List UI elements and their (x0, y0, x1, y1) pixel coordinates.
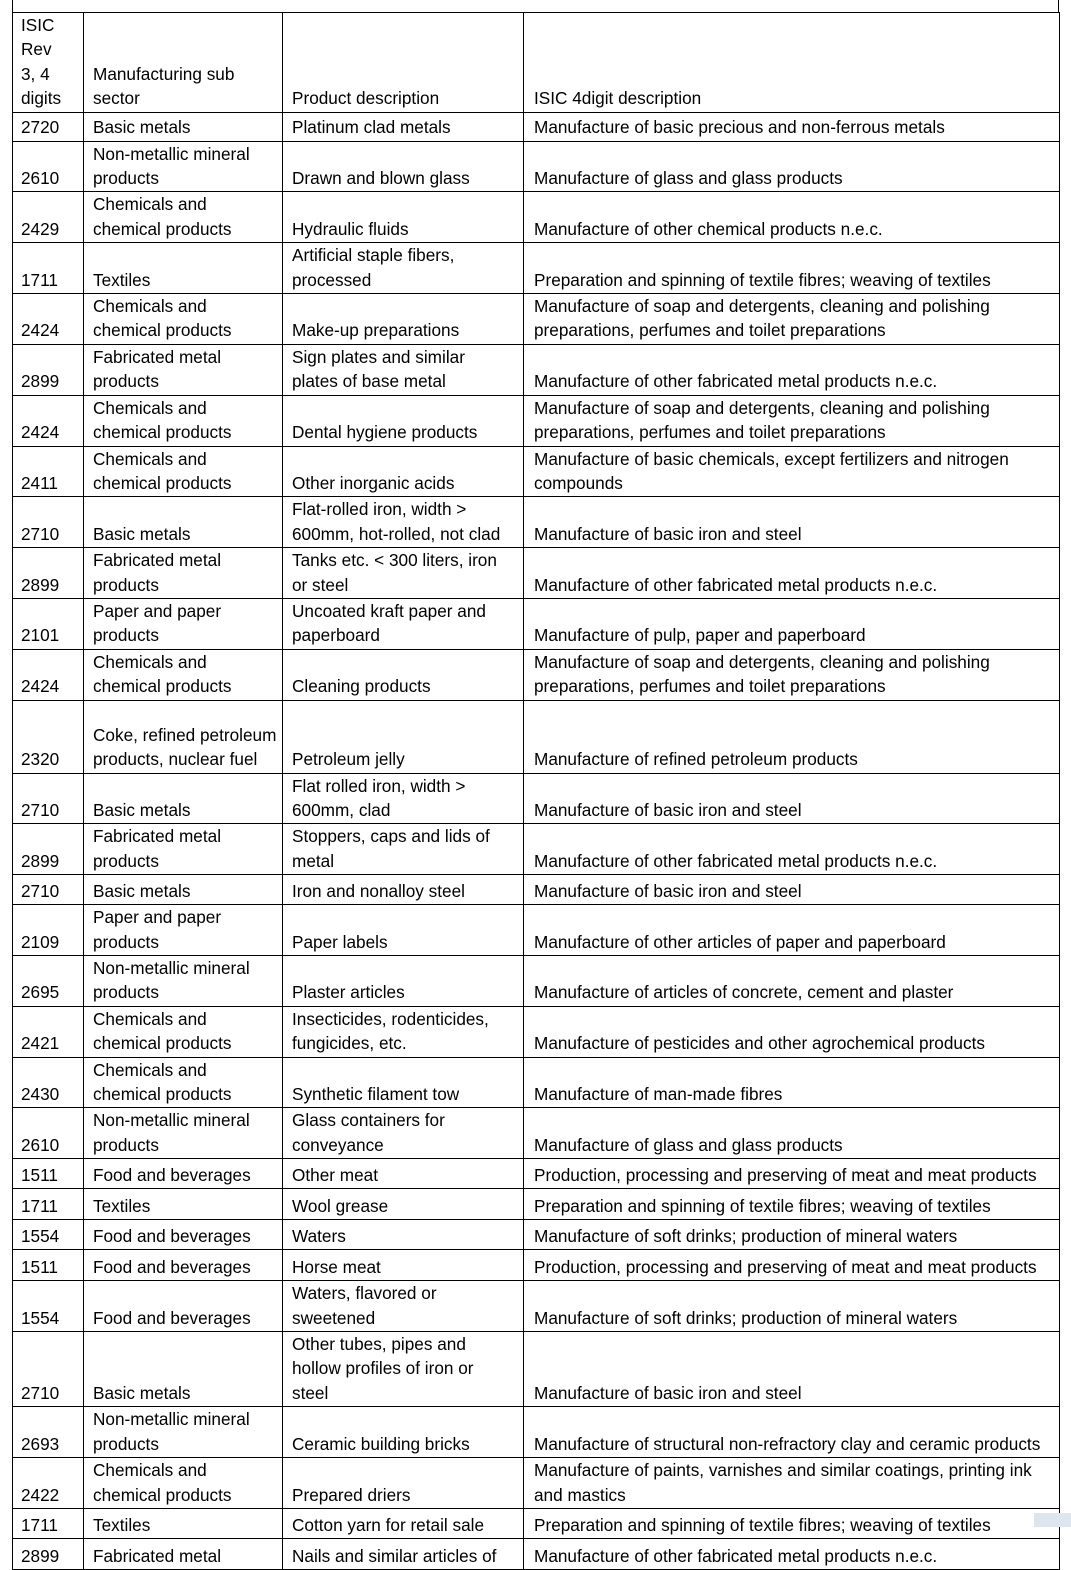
cell-product-description: Glass containers for conveyance (283, 1108, 524, 1159)
cell-isic-code: 2899 (13, 1538, 84, 1569)
cell-isic-description: Manufacture of soft drinks; production of mineral waters (524, 1281, 1060, 1332)
cell-manufacturing-sector: Food and beverages (84, 1250, 283, 1281)
cell-product-description: Platinum clad metals (283, 112, 524, 141)
table-row (13, 446, 1060, 497)
cell-isic-code: 2899 (13, 344, 84, 395)
cell-isic-code: 2424 (13, 395, 84, 446)
table-row (13, 1281, 1060, 1332)
table-row (13, 649, 1060, 700)
cell-product-description: Other inorganic acids (283, 446, 524, 497)
table-row (13, 1538, 1060, 1569)
cell-manufacturing-sector: Non-metallic mineral products (84, 1407, 283, 1458)
cell-isic-description: Manufacture of soap and detergents, cleaning and polishing preparations, perfumes and toilet preparations (524, 395, 1060, 446)
header-manufacturing-sector-text: Manufacturing sub sector (93, 63, 235, 109)
cell-isic-code: 2424 (13, 649, 84, 700)
cell-manufacturing-sector: Textiles (84, 243, 283, 294)
cell-manufacturing-sector: Food and beverages (84, 1220, 283, 1250)
cell-isic-description: Manufacture of soap and detergents, cleaning and polishing preparations, perfumes and toilet preparations (524, 294, 1060, 345)
cell-product-description: Synthetic filament tow (283, 1057, 524, 1108)
cell-isic-description: Manufacture of paints, varnishes and similar coatings, printing ink and mastics (524, 1458, 1060, 1509)
cell-manufacturing-sector: Fabricated metal products (84, 824, 283, 875)
cell-isic-description: Manufacture of basic iron and steel (524, 875, 1060, 905)
cell-manufacturing-sector: Food and beverages (84, 1159, 283, 1189)
cell-product-description: Sign plates and similar plates of base metal (283, 344, 524, 395)
cell-isic-code: 2710 (13, 497, 84, 548)
cell-manufacturing-sector: Basic metals (84, 1332, 283, 1407)
cell-isic-description: Manufacture of basic precious and non-ferrous metals (524, 112, 1060, 141)
cell-isic-code: 2422 (13, 1458, 84, 1509)
cell-isic-description: Manufacture of basic iron and steel (524, 773, 1060, 824)
cell-isic-code: 2101 (13, 598, 84, 649)
cell-isic-description: Manufacture of other fabricated metal products n.e.c. (524, 548, 1060, 599)
table-row (13, 1250, 1060, 1281)
cell-product-description: Waters, flavored or sweetened (283, 1281, 524, 1332)
cell-product-description: Other tubes, pipes and hollow profiles of iron or steel (283, 1332, 524, 1407)
cell-product-description: Cotton yarn for retail sale (283, 1508, 524, 1538)
table-body (13, 112, 1060, 1569)
cell-manufacturing-sector: Textiles (84, 1508, 283, 1538)
cell-product-description: Hydraulic fluids (283, 192, 524, 243)
cell-manufacturing-sector: Chemicals and chemical products (84, 395, 283, 446)
cell-isic-description: Manufacture of other chemical products n.e.c. (524, 192, 1060, 243)
cell-product-description: Insecticides, rodenticides, fungicides, etc. (283, 1006, 524, 1057)
cell-isic-code: 1711 (13, 243, 84, 294)
cell-isic-code: 2610 (13, 1108, 84, 1159)
header-manufacturing-sector (84, 13, 283, 113)
cell-isic-description: Manufacture of basic iron and steel (524, 497, 1060, 548)
table-row (13, 956, 1060, 1007)
cell-isic-code: 2710 (13, 1332, 84, 1407)
cell-isic-code: 2695 (13, 956, 84, 1007)
cell-isic-description: Manufacture of pesticides and other agrochemical products (524, 1006, 1060, 1057)
isic-product-table (12, 12, 1060, 1570)
cell-manufacturing-sector: Basic metals (84, 875, 283, 905)
table-row (13, 1458, 1060, 1509)
table-row (13, 395, 1060, 446)
cell-isic-description: Manufacture of basic chemicals, except fertilizers and nitrogen compounds (524, 446, 1060, 497)
cell-isic-code: 2610 (13, 141, 84, 192)
cell-manufacturing-sector: Non-metallic mineral products (84, 956, 283, 1007)
cell-isic-description: Manufacture of glass and glass products (524, 141, 1060, 192)
cell-manufacturing-sector: Non-metallic mineral products (84, 1108, 283, 1159)
cell-isic-description: Manufacture of pulp, paper and paperboard (524, 598, 1060, 649)
cell-product-description: Petroleum jelly (283, 700, 524, 773)
cell-manufacturing-sector: Textiles (84, 1189, 283, 1220)
cell-isic-code: 2710 (13, 875, 84, 905)
table-row (13, 1189, 1060, 1220)
cell-product-description: Tanks etc. < 300 liters, iron or steel (283, 548, 524, 599)
cell-isic-description: Manufacture of soap and detergents, cleaning and polishing preparations, perfumes and toilet preparations (524, 649, 1060, 700)
cell-product-description: Other meat (283, 1159, 524, 1189)
table-row (13, 112, 1060, 141)
cell-isic-description: Manufacture of soft drinks; production of mineral waters (524, 1220, 1060, 1250)
cell-isic-description: Production, processing and preserving of meat and meat products (524, 1159, 1060, 1189)
table-row (13, 1508, 1060, 1538)
cell-product-description: Waters (283, 1220, 524, 1250)
cell-manufacturing-sector: Basic metals (84, 112, 283, 141)
table-row (13, 1006, 1060, 1057)
cell-isic-code: 2430 (13, 1057, 84, 1108)
header-product-description: Product description (283, 13, 524, 113)
cell-product-description: Stoppers, caps and lids of metal (283, 824, 524, 875)
cell-isic-description: Manufacture of other fabricated metal products n.e.c. (524, 344, 1060, 395)
cell-product-description: Wool grease (283, 1189, 524, 1220)
table-header-row (13, 13, 1060, 113)
cell-manufacturing-sector: Non-metallic mineral products (84, 141, 283, 192)
table-row (13, 1057, 1060, 1108)
table-row (13, 243, 1060, 294)
cell-manufacturing-sector: Fabricated metal products (84, 344, 283, 395)
cell-isic-code: 2320 (13, 700, 84, 773)
cell-manufacturing-sector: Coke, refined petroleum products, nuclear fuel (84, 700, 283, 773)
table-row (13, 1407, 1060, 1458)
cell-manufacturing-sector: Chemicals and chemical products (84, 1006, 283, 1057)
cell-isic-code: 1511 (13, 1159, 84, 1189)
cell-isic-description: Manufacture of other articles of paper and paperboard (524, 905, 1060, 956)
cell-isic-code: 2421 (13, 1006, 84, 1057)
table-row (13, 294, 1060, 345)
cell-isic-code: 2693 (13, 1407, 84, 1458)
cell-manufacturing-sector: Chemicals and chemical products (84, 294, 283, 345)
table-row (13, 344, 1060, 395)
cell-product-description: Horse meat (283, 1250, 524, 1281)
cell-isic-description: Preparation and spinning of textile fibres; weaving of textiles (524, 1189, 1060, 1220)
table-row (13, 875, 1060, 905)
table-row (13, 548, 1060, 599)
cell-product-description: Drawn and blown glass (283, 141, 524, 192)
cell-isic-code: 1554 (13, 1220, 84, 1250)
cell-isic-code: 2109 (13, 905, 84, 956)
cell-manufacturing-sector: Basic metals (84, 773, 283, 824)
cell-isic-code: 2899 (13, 548, 84, 599)
cell-manufacturing-sector: Fabricated metal (84, 1538, 283, 1569)
cell-isic-description: Preparation and spinning of textile fibres; weaving of textiles (524, 243, 1060, 294)
cell-isic-code: 1711 (13, 1508, 84, 1538)
table-row (13, 773, 1060, 824)
cell-manufacturing-sector: Paper and paper products (84, 905, 283, 956)
cell-manufacturing-sector: Chemicals and chemical products (84, 1057, 283, 1108)
cell-isic-code: 1511 (13, 1250, 84, 1281)
table-row (13, 141, 1060, 192)
table-row (13, 497, 1060, 548)
cell-product-description: Make-up preparations (283, 294, 524, 345)
table-row (13, 905, 1060, 956)
scrollbar-thumb[interactable] (1034, 1513, 1071, 1527)
cell-product-description: Paper labels (283, 905, 524, 956)
cell-product-description: Flat-rolled iron, width > 600mm, hot-rolled, not clad (283, 497, 524, 548)
cell-manufacturing-sector: Chemicals and chemical products (84, 1458, 283, 1509)
table-row (13, 598, 1060, 649)
cell-isic-description: Production, processing and preserving of meat and meat products (524, 1250, 1060, 1281)
table-row (13, 1108, 1060, 1159)
cell-isic-code: 2429 (13, 192, 84, 243)
cell-isic-code: 2411 (13, 446, 84, 497)
cell-isic-description: Manufacture of structural non-refractory clay and ceramic products (524, 1407, 1060, 1458)
cell-product-description: Plaster articles (283, 956, 524, 1007)
cell-manufacturing-sector: Chemicals and chemical products (84, 192, 283, 243)
cell-isic-description: Manufacture of articles of concrete, cement and plaster (524, 956, 1060, 1007)
cell-product-description: Ceramic building bricks (283, 1407, 524, 1458)
cell-product-description: Iron and nonalloy steel (283, 875, 524, 905)
table-row (13, 700, 1060, 773)
cell-isic-description: Manufacture of glass and glass products (524, 1108, 1060, 1159)
header-isic-description: ISIC 4digit description (524, 13, 1060, 113)
cell-isic-code: 2899 (13, 824, 84, 875)
cell-manufacturing-sector: Paper and paper products (84, 598, 283, 649)
cell-isic-description: Manufacture of refined petroleum products (524, 700, 1060, 773)
table-row (13, 824, 1060, 875)
cell-isic-code: 2710 (13, 773, 84, 824)
table-row (13, 1332, 1060, 1407)
cell-product-description: Dental hygiene products (283, 395, 524, 446)
cell-isic-code: 2720 (13, 112, 84, 141)
table-row (13, 192, 1060, 243)
cell-product-description: Artificial staple fibers, processed (283, 243, 524, 294)
cell-isic-code: 1554 (13, 1281, 84, 1332)
header-isic-code-text: ISIC Rev 3, 4 digits (21, 15, 62, 109)
cell-manufacturing-sector: Chemicals and chemical products (84, 649, 283, 700)
cell-manufacturing-sector: Food and beverages (84, 1281, 283, 1332)
cell-manufacturing-sector: Basic metals (84, 497, 283, 548)
cell-isic-description: Manufacture of other fabricated metal products n.e.c. (524, 824, 1060, 875)
cell-isic-description: Manufacture of man-made fibres (524, 1057, 1060, 1108)
cell-isic-description: Manufacture of other fabricated metal products n.e.c. (524, 1538, 1060, 1569)
cell-isic-code: 2424 (13, 294, 84, 345)
cell-product-description: Cleaning products (283, 649, 524, 700)
cell-product-description: Nails and similar articles of (283, 1538, 524, 1569)
cell-product-description: Prepared driers (283, 1458, 524, 1509)
cell-product-description: Uncoated kraft paper and paperboard (283, 598, 524, 649)
cell-manufacturing-sector: Fabricated metal products (84, 548, 283, 599)
cell-product-description: Flat rolled iron, width > 600mm, clad (283, 773, 524, 824)
cell-isic-code: 1711 (13, 1189, 84, 1220)
table-top-border (12, 0, 1059, 12)
cell-isic-description: Preparation and spinning of textile fibres; weaving of textiles (524, 1508, 1060, 1538)
header-isic-code (13, 13, 84, 113)
cell-manufacturing-sector: Chemicals and chemical products (84, 446, 283, 497)
table-row (13, 1220, 1060, 1250)
table-row (13, 1159, 1060, 1189)
cell-isic-description: Manufacture of basic iron and steel (524, 1332, 1060, 1407)
